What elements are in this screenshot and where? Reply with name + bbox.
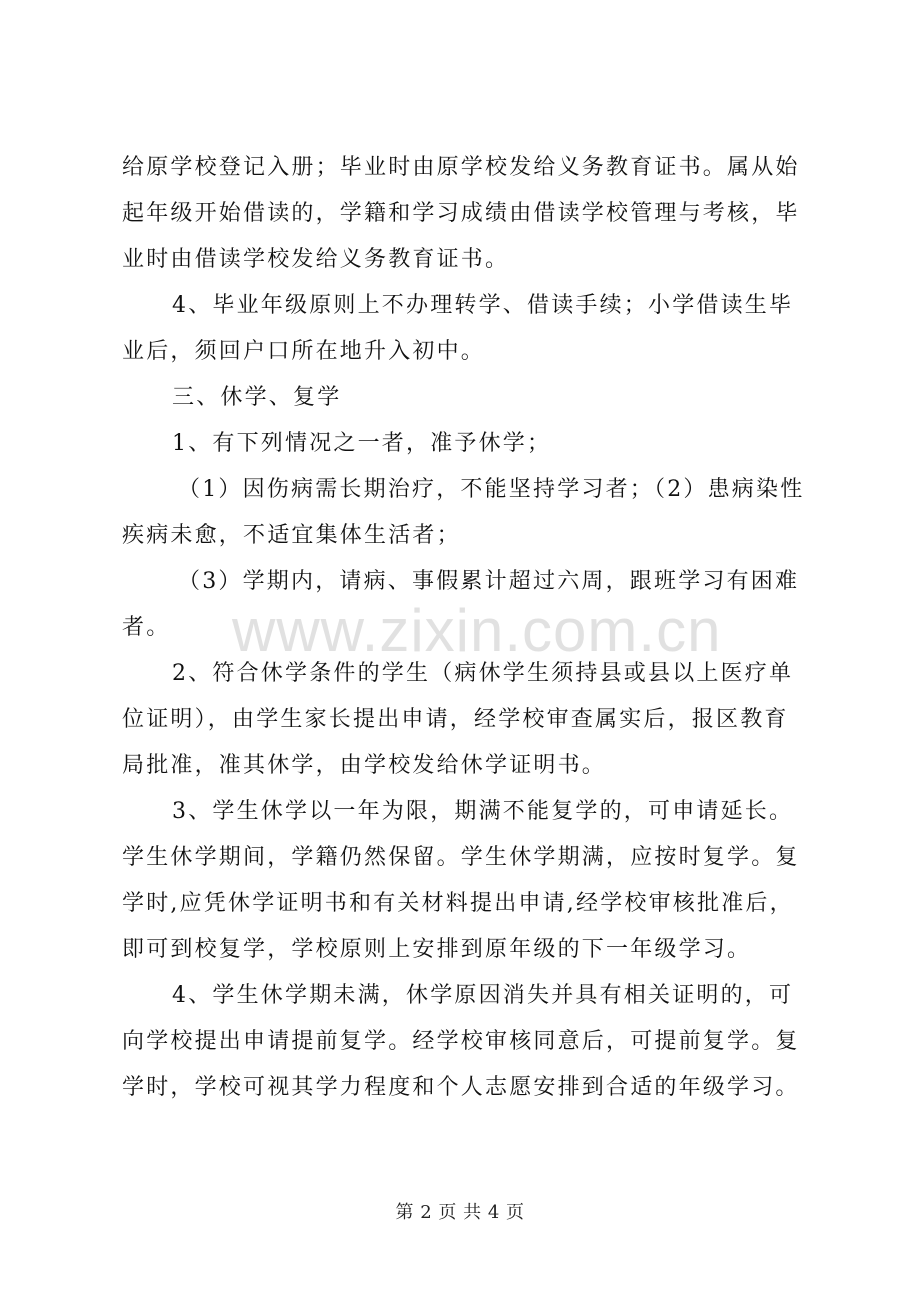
text-line: 疾病未愈，不适宜集体生活者； <box>122 523 461 548</box>
section-heading: 三、休学、复学 <box>172 385 342 410</box>
text-line: 4、学生休学期未满，休学原因消失并具有相关证明的，可 <box>172 983 794 1008</box>
text-line: 学时,应凭休学证明书和有关材料提出申请,经学校审核批准后， <box>122 891 794 916</box>
text-line: 业时由借读学校发给义务教育证书。 <box>122 247 510 272</box>
text-line: 起年级开始借读的，学籍和学习成绩由借读学校管理与考核，毕 <box>122 201 800 226</box>
text-line: 位证明），由学生家长提出申请，经学校审查属实后，报区教育 <box>122 707 789 732</box>
text-line: 局批准，准其休学，由学校发给休学证明书。 <box>122 753 607 778</box>
page-footer: 第 2 页 共 4 页 <box>395 1202 525 1223</box>
text-line: 向学校提出申请提前复学。经学校审核同意后，可提前复学。复 <box>122 1029 800 1054</box>
text-line: 即可到校复学，学校原则上安排到原年级的下一年级学习。 <box>122 937 752 962</box>
text-line: 者。 <box>122 615 171 640</box>
text-line: 学生休学期间，学籍仍然保留。学生休学期满，应按时复学。复 <box>122 845 800 870</box>
text-line: 业后，须回户口所在地升入初中。 <box>122 339 486 364</box>
text-line: 学时，学校可视其学力程度和个人志愿安排到合适的年级学习。 <box>122 1075 800 1100</box>
text-line: 4、毕业年级原则上不办理转学、借读手续；小学借读生毕 <box>172 293 794 318</box>
text-line: （3）学期内，请病、事假累计超过六周，跟班学习有困难 <box>178 569 800 594</box>
text-line: 3、学生休学以一年为限，期满不能复学的，可申请延长。 <box>172 799 794 824</box>
watermark: www.zixin.com.cn <box>232 597 722 664</box>
text-line: 给原学校登记入册；毕业时由原学校发给义务教育证书。属从始 <box>122 155 800 180</box>
text-line: 2、符合休学条件的学生（病休学生须持县或县以上医疗单 <box>172 661 794 686</box>
document-body <box>122 145 830 1111</box>
text-line: 1、有下列情况之一者，准予休学； <box>172 431 552 456</box>
text-line: （1）因伤病需长期治疗，不能坚持学习者；（2）患病染性 <box>178 477 805 502</box>
